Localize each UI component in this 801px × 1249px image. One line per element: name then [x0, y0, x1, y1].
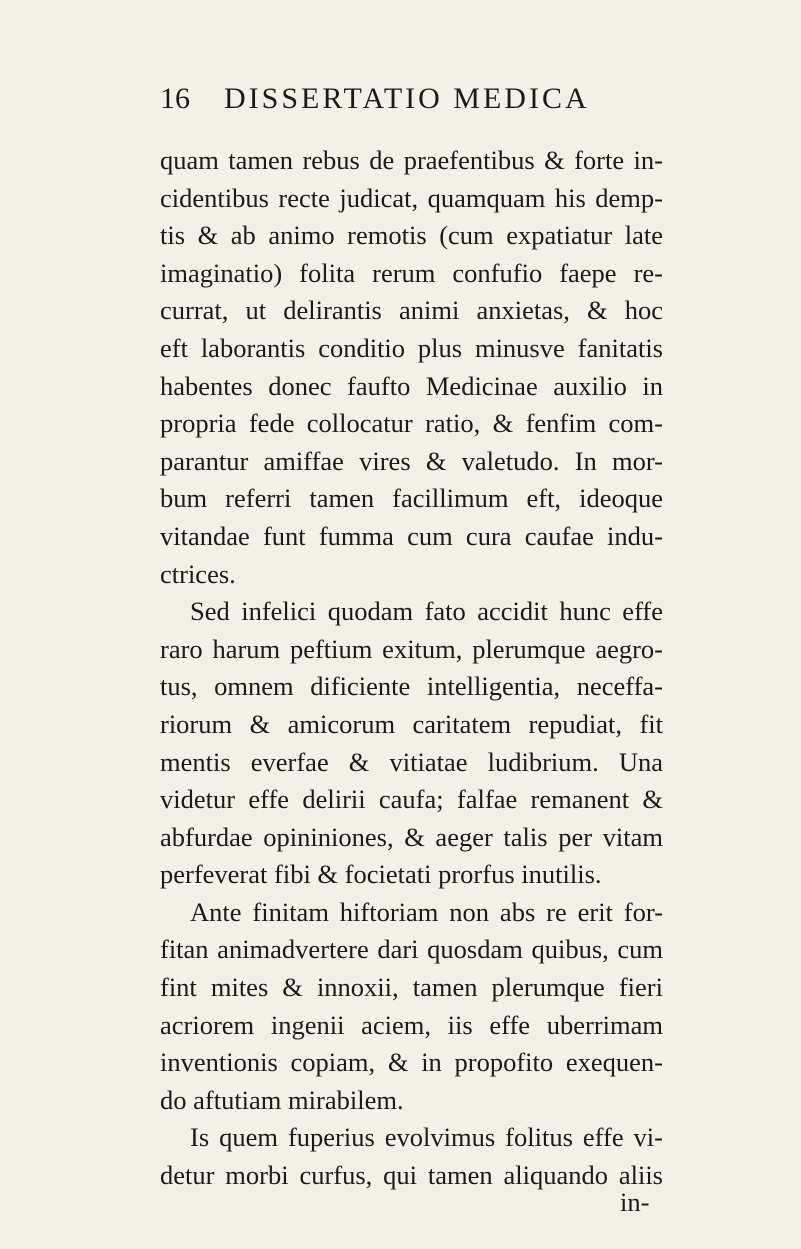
text-line: imaginatio) folita rerum confufio faepe re-: [160, 257, 663, 288]
text-line: tus, omnem dificiente intelligentia, neceffa-: [160, 671, 663, 702]
text-line: do aftutiam mirabilem.: [160, 1084, 404, 1115]
text-line: abfurdae opininiones, & aeger talis per vitam: [160, 821, 663, 852]
page-header: [160, 82, 680, 122]
text-line: currat, ut delirantis animi anxietas, & hoc: [160, 295, 663, 326]
paragraph-start-line: Ante finitam hiftoriam non abs re erit for-: [190, 896, 663, 927]
text-line: vitandae funt fumma cum cura caufae indu-: [160, 520, 663, 551]
text-line: detur morbi curfus, qui tamen aliquando aliis: [160, 1160, 663, 1191]
text-line: raro harum peftium exitum, plerumque aegro-: [160, 633, 663, 664]
text-line: riorum & amicorum caritatem repudiat, fit: [160, 708, 663, 739]
page-number: 16: [160, 82, 190, 115]
text-line: eft laborantis conditio plus minusve fanitatis: [160, 332, 663, 363]
text-line: mentis everfae & vitiatae ludibrium. Una: [160, 746, 663, 777]
text-line: ctrices.: [160, 558, 236, 589]
text-line: acriorem ingenii aciem, iis effe uberrimam: [160, 1009, 663, 1040]
catchword: in-: [620, 1187, 650, 1217]
text-line: quam tamen rebus de praefentibus & forte in-: [160, 145, 663, 175]
text-line: fitan animadvertere dari quosdam quibus, cum: [160, 934, 663, 965]
text-line: tis & ab animo remotis (cum expatiatur late: [160, 220, 663, 251]
paragraph-start-line: Sed infelici quodam fato accidit hunc effe: [190, 596, 663, 627]
text-line: bum referri tamen facillimum eft, ideoque: [160, 483, 663, 514]
text-line: cidentibus recte judicat, quamquam his demp-: [160, 182, 663, 213]
text-line: perfeverat fibi & focietati prorfus inutilis.: [160, 859, 602, 890]
body-text: [160, 142, 663, 1195]
text-line: propria fede collocatur ratio, & fenfim com-: [160, 408, 663, 439]
text-line: inventionis copiam, & in propofito exequen-: [160, 1047, 663, 1078]
text-line: habentes donec faufto Medicinae auxilio in: [160, 370, 663, 401]
text-line: fint mites & innoxii, tamen plerumque fieri: [160, 972, 663, 1003]
text-line: videtur effe delirii caufa; falfae remanent &: [160, 784, 663, 815]
text-line: parantur amiffae vires & valetudo. In mor-: [160, 445, 663, 476]
running-head: DISSERTATIO MEDICA: [224, 82, 590, 115]
paragraph-start-line: Is quem fuperius evolvimus folitus effe vi-: [190, 1122, 663, 1153]
